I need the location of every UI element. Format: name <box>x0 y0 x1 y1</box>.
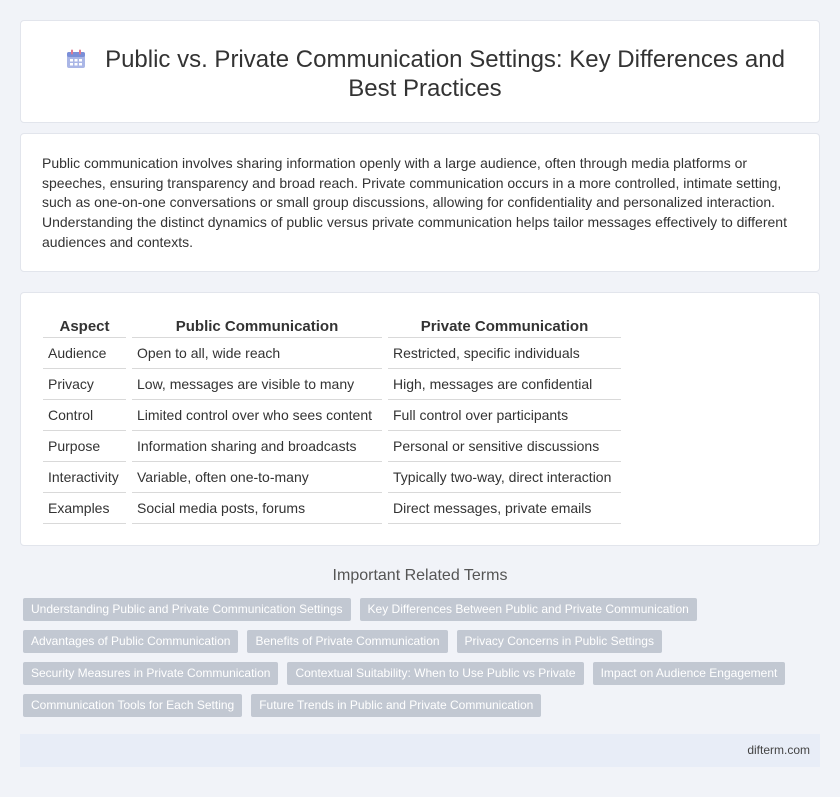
table-row <box>43 430 621 461</box>
related-terms-title: Important Related Terms <box>332 567 508 584</box>
title-wrap <box>61 45 789 103</box>
tag-row <box>23 694 803 717</box>
table-cell: Information sharing and broadcasts <box>129 430 385 461</box>
page-title-text: Public vs. Private Communication Settings: Key Differences and Best Practices <box>105 46 785 102</box>
header-private: Private Communication <box>385 313 621 337</box>
related-terms-list <box>23 598 803 726</box>
table-row <box>43 399 621 430</box>
table-cell: Restricted, specific individuals <box>385 337 621 368</box>
table-cell: Full control over participants <box>385 399 621 430</box>
table-cell: Privacy <box>43 368 129 399</box>
related-term-tag[interactable]: Privacy Concerns in Public Settings <box>457 630 662 653</box>
header-public: Public Communication <box>129 313 385 337</box>
footer-site-link[interactable]: difterm.com <box>747 743 810 757</box>
header-aspect: Aspect <box>43 313 129 337</box>
table-cell: Open to all, wide reach <box>129 337 385 368</box>
table-cell: Interactivity <box>43 461 129 492</box>
table-row <box>43 337 621 368</box>
table-cell: Examples <box>43 492 129 523</box>
related-term-tag[interactable]: Impact on Audience Engagement <box>593 662 786 685</box>
related-term-tag[interactable]: Communication Tools for Each Setting <box>23 694 242 717</box>
footer <box>20 734 820 767</box>
related-term-tag[interactable]: Key Differences Between Public and Private Communication <box>360 598 697 621</box>
table-row <box>43 368 621 399</box>
table-cell: Direct messages, private emails <box>385 492 621 523</box>
calendar-icon <box>65 48 87 70</box>
table-row <box>43 461 621 492</box>
table-row <box>43 492 621 523</box>
table-cell: Limited control over who sees content <box>129 399 385 430</box>
table-cell: Audience <box>43 337 129 368</box>
table-cell: Control <box>43 399 129 430</box>
intro-paragraph: Public communication involves sharing information openly with a large audience, often through media platforms or speeches, ensuring transparency and broad reach. Private communication occurs in a more controlled, intimate setting, such as one-on-one conversations or small group discussions, allowing for confidentiality and personalized interaction. Understanding the distinct dynamics of public versus private communication helps tailor messages effectively to different audiences and contexts. <box>42 155 787 250</box>
tag-row <box>23 662 803 685</box>
table-header-row <box>43 313 621 337</box>
related-term-tag[interactable]: Advantages of Public Communication <box>23 630 238 653</box>
page-title <box>61 45 789 103</box>
related-term-tag[interactable]: Security Measures in Private Communication <box>23 662 278 685</box>
comparison-card <box>20 292 820 546</box>
tag-row <box>23 598 803 621</box>
table-cell: Personal or sensitive discussions <box>385 430 621 461</box>
tag-row <box>23 630 803 653</box>
related-term-tag[interactable]: Benefits of Private Communication <box>247 630 447 653</box>
header-card <box>20 20 820 123</box>
related-term-tag[interactable]: Future Trends in Public and Private Communication <box>251 694 541 717</box>
related-term-tag[interactable]: Contextual Suitability: When to Use Public vs Private <box>287 662 583 685</box>
table-cell: Variable, often one-to-many <box>129 461 385 492</box>
comparison-table <box>43 313 621 524</box>
table-cell: Low, messages are visible to many <box>129 368 385 399</box>
table-cell: Typically two-way, direct interaction <box>385 461 621 492</box>
table-cell: Purpose <box>43 430 129 461</box>
table-cell: Social media posts, forums <box>129 492 385 523</box>
related-term-tag[interactable]: Understanding Public and Private Communication Settings <box>23 598 351 621</box>
table-cell: High, messages are confidential <box>385 368 621 399</box>
intro-card <box>20 133 820 272</box>
